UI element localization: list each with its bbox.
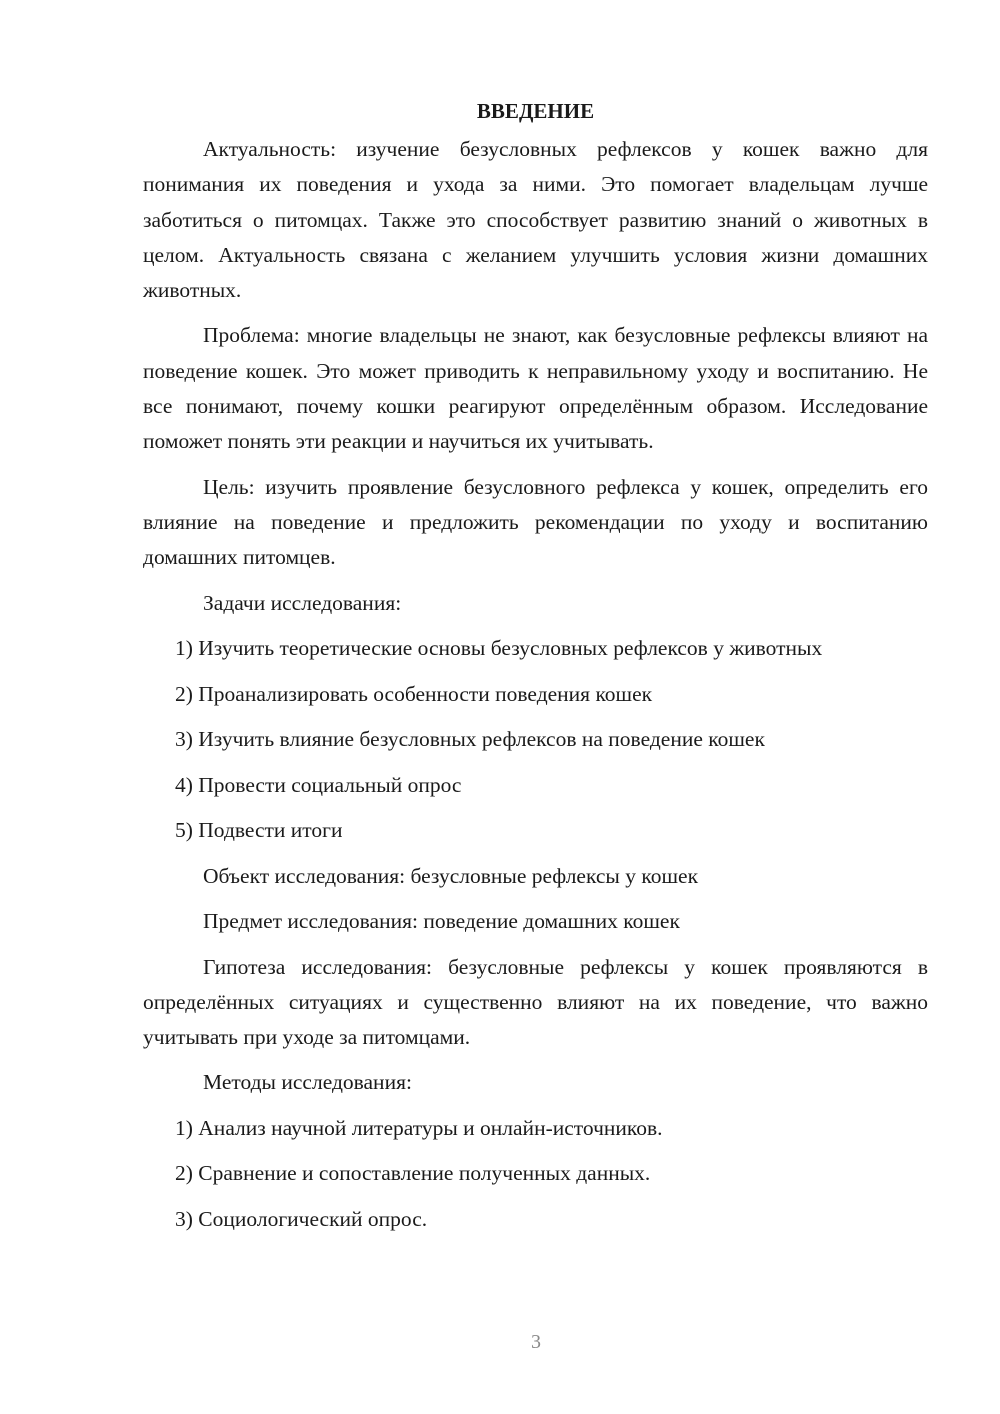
problem-paragraph: Проблема: многие владельцы не знают, как безусловные рефлексы влияют на поведение кошек. Это может приводить к неправильному уходу и воспитанию. Не все понимают, почему кошки реагируют определённым образом. Исследование поможет понять эти реакции и научиться их учитывать. xyxy=(143,323,928,454)
task-item: 2) Проанализировать особенности поведения кошек xyxy=(175,681,653,706)
page-number: 3 xyxy=(531,1331,541,1353)
methods-label: Методы исследования: xyxy=(203,1070,412,1095)
methods-list xyxy=(143,1111,928,1237)
method-item: 2) Сравнение и сопоставление полученных данных. xyxy=(175,1161,651,1186)
tasks-list xyxy=(143,631,928,848)
task-item: 3) Изучить влияние безусловных рефлексов на поведение кошек xyxy=(175,727,765,752)
task-item: 5) Подвести итоги xyxy=(175,818,343,843)
tasks-label: Задачи исследования: xyxy=(203,590,402,615)
section-heading: ВВЕДЕНИЕ xyxy=(476,99,595,123)
subject-paragraph: Предмет исследования: поведение домашних кошек xyxy=(203,909,680,934)
goal-paragraph: Цель: изучить проявление безусловного рефлекса у кошек, определить его влияние на поведение и предложить рекомендации по уходу и воспитанию домашних питомцев. xyxy=(143,474,928,570)
method-item: 1) Анализ научной литературы и онлайн-источников. xyxy=(175,1115,663,1140)
task-item: 4) Провести социальный опрос xyxy=(175,772,462,797)
method-item: 3) Социологический опрос. xyxy=(175,1206,428,1231)
task-item: 1) Изучить теоретические основы безусловных рефлексов у животных xyxy=(175,636,823,661)
page-content xyxy=(143,96,928,1247)
object-paragraph: Объект исследования: безусловные рефлексы у кошек xyxy=(203,863,699,888)
relevance-paragraph: Актуальность: изучение безусловных рефлексов у кошек важно для понимания их поведения и ухода за ними. Это помогает владельцам лучше заботиться о питомцах. Также это способствует развитию знаний о животных в целом. Актуальность связана с желанием улучшить условия жизни домашних животных. xyxy=(143,137,928,303)
hypothesis-paragraph: Гипотеза исследования: безусловные рефлексы у кошек проявляются в определённых ситуациях и существенно влияют на их поведение, что важно учитывать при уходе за питомцами. xyxy=(143,954,928,1050)
